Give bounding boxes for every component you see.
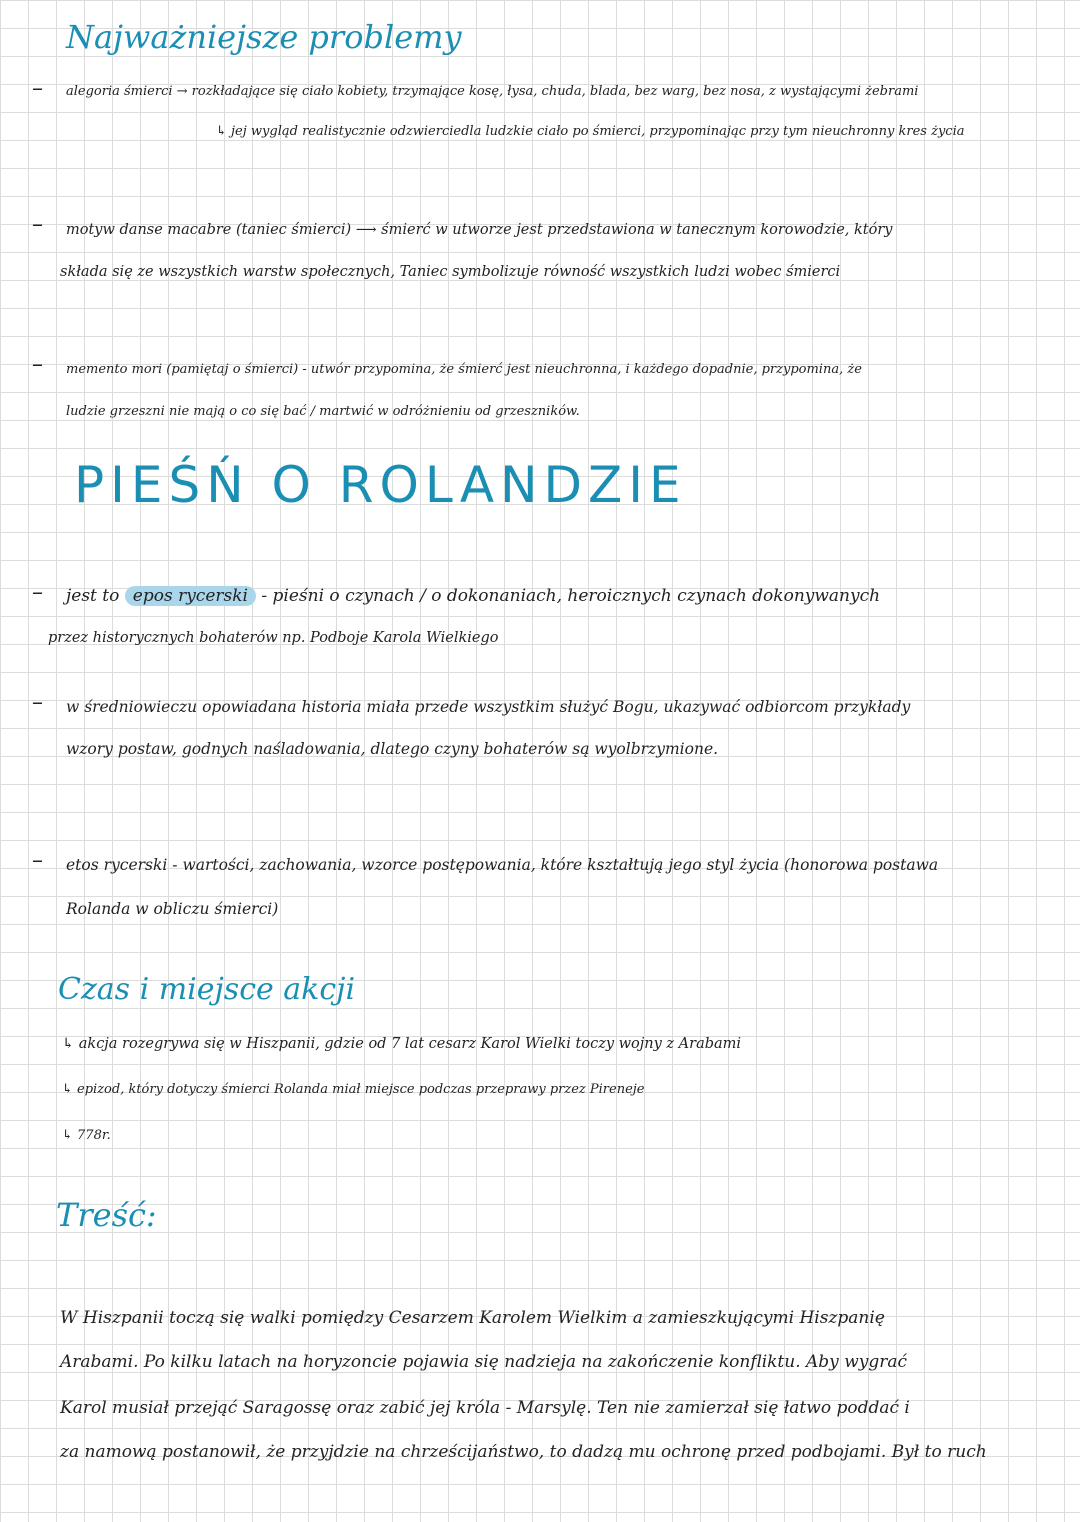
problem-allegory-line2: ↳ jej wygląd realistycznie odzwierciedla ludzkie ciało po śmierci, przypominając przy tym nieuchronny kres życia — [216, 124, 965, 139]
ethos-line1: etos rycerski - wartości, zachowania, wzorce postępowania, które kształtują jego styl życia (honorowa postawa — [66, 856, 939, 874]
content-line-3: Karol musiał przejąć Saragossę oraz zabić jej króla - Marsylę. Ten nie zamierzał się łatwo poddać i — [60, 1398, 910, 1418]
page-title: PIEŚŃ O ROLANDZIE — [74, 456, 687, 514]
bullet-dash: – — [32, 580, 43, 605]
bullet-dash: – — [32, 690, 43, 715]
time-place-item-3: ↳ 778r. — [62, 1128, 111, 1143]
time-place-item-2: ↳ epizod, który dotyczy śmierci Rolanda miał miejsce podczas przeprawy przez Pireneje — [62, 1082, 645, 1097]
bullet-dash: – — [32, 352, 43, 377]
content-line-2: Arabami. Po kilku latach na horyzoncie pojawia się nadzieja na zakończenie konfliktu. Aby wygrać — [60, 1352, 908, 1372]
epic-line1 — [66, 586, 880, 606]
heading-time-place: Czas i miejsce akcji — [58, 972, 356, 1007]
problem-danse-macabre-line2: składa się ze wszystkich warstw społecznych, Taniec symbolizuje równość wszystkich ludzi wobec śmierci — [60, 264, 841, 280]
time-place-item-1: ↳ akcja rozegrywa się w Hiszpanii, gdzie od 7 lat cesarz Karol Wielki toczy wojny z Arabami — [62, 1036, 742, 1052]
problem-allegory-line1: alegoria śmierci → rozkładające się ciało kobiety, trzymające kosę, łysa, chuda, blada, bez warg, bez nosa, z wystającymi żebrami — [66, 84, 919, 99]
problem-danse-macabre-line1: motyw danse macabre (taniec śmierci) ⟶ śmierć w utworze jest przedstawiona w tanecznym korowodzie, który — [66, 222, 893, 238]
problem-memento-mori-line2: ludzie grzeszni nie mają o co się bać / martwić w odróżnieniu od grzeszników. — [66, 404, 580, 419]
epic-line1-pre: jest to — [66, 586, 120, 606]
problem-memento-mori-line1: memento mori (pamiętaj o śmierci) - utwór przypomina, że śmierć jest nieuchronna, i każdego dopadnie, przypomina, że — [66, 362, 862, 377]
medieval-line2: wzory postaw, godnych naśladowania, dlatego czyny bohaterów są wyolbrzymione. — [66, 740, 719, 758]
bullet-dash: – — [32, 76, 43, 101]
ethos-line2: Rolanda w obliczu śmierci) — [66, 900, 279, 918]
epic-line1-post: - pieśni o czynach / o dokonaniach, heroicznych czynach dokonywanych — [261, 586, 881, 606]
heading-main-problems: Najważniejsze problemy — [66, 18, 462, 56]
medieval-line1: w średniowieczu opowiadana historia miała przede wszystkim służyć Bogu, ukazywać odbiorcom przykłady — [66, 698, 911, 716]
heading-content: Treść: — [56, 1196, 157, 1234]
bullet-dash: – — [32, 212, 43, 237]
content-line-1: W Hiszpanii toczą się walki pomiędzy Cesarzem Karolem Wielkim a zamieszkującymi Hiszpanię — [60, 1308, 885, 1328]
content-line-4: za namową postanowił, że przyjdzie na chrześcijaństwo, to dadzą mu ochronę przed podbojami. Był to ruch — [60, 1442, 987, 1462]
epic-highlight: epos rycerski — [125, 586, 256, 606]
bullet-dash: – — [32, 848, 43, 873]
epic-line2: przez historycznych bohaterów np. Podboje Karola Wielkiego — [48, 630, 499, 646]
